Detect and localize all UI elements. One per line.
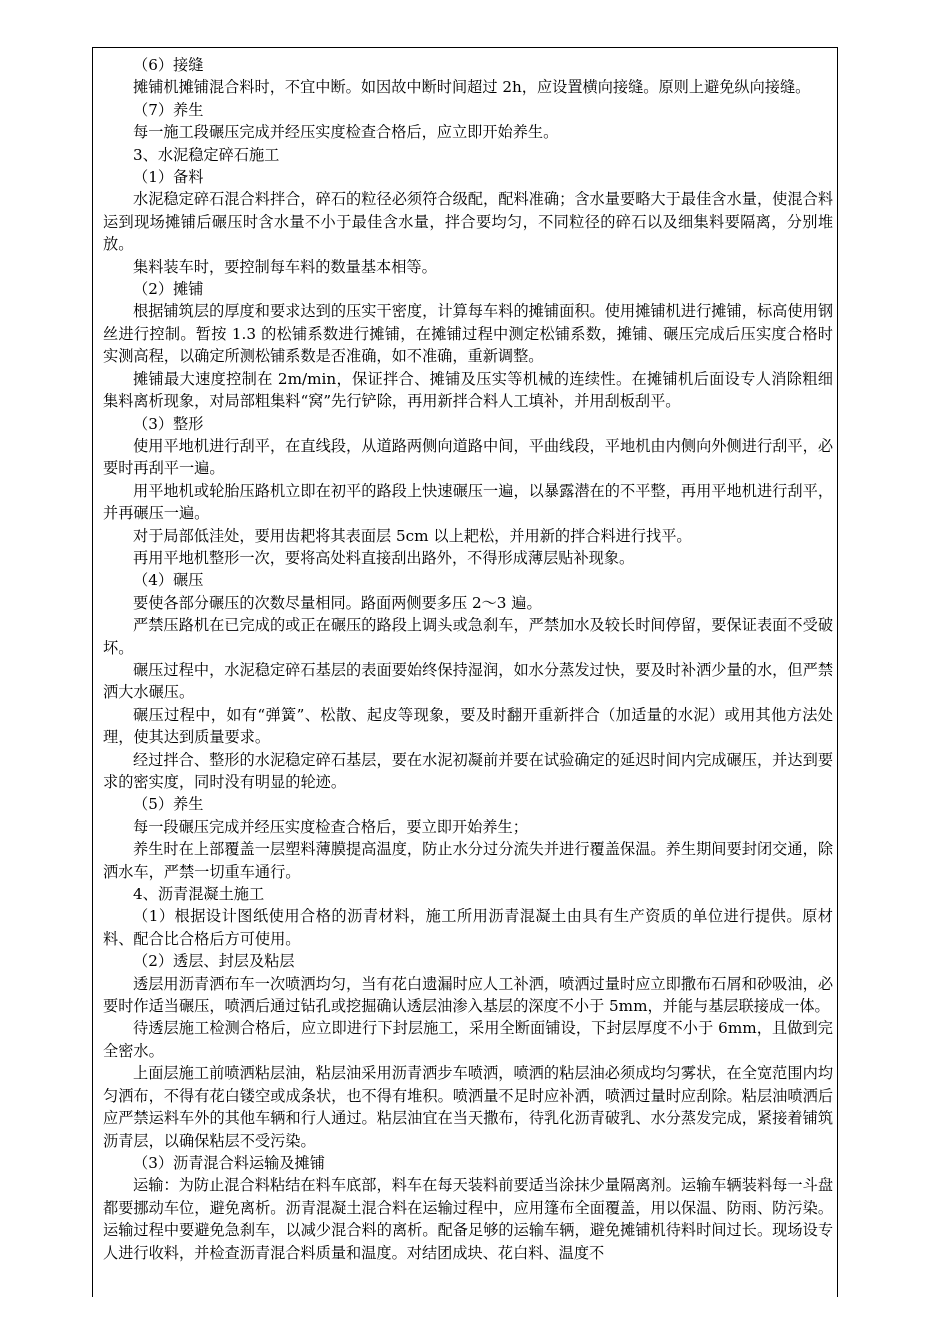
section-heading: （3）整形 [133,414,204,433]
section-heading: 3、水泥稳定碎石施工 [133,145,280,164]
section-heading: （2）摊铺 [133,280,204,299]
paragraph: 集料装车时，要控制每车料的数量基本相等。 [133,257,437,276]
paragraph: 上面层施工前喷洒粘层油，粘层油采用沥青洒步车喷洒，喷洒的粘层油必须成均匀雾状，在全宽范围内均匀洒布，不得有花白镂空或成条状，也不得有堆积。喷洒量不足时应补洒，喷洒过量时应刮除。粘层油喷洒后应严禁运料车外的其他车辆和行人通过。粘层油宜在当天撒布，待乳化沥青破乳、水分蒸发完成，紧接着铺筑沥青层，以确保粘层不受污染。 [103,1064,833,1150]
section-heading: 4、沥青混凝土施工 [133,885,265,904]
section-heading: （7）养生 [133,100,204,119]
section-heading: （3）沥青混合料运输及摊铺 [133,1153,325,1172]
paragraph: 待透层施工检测合格后，应立即进行下封层施工，采用全断面铺设，下封层厚度不小于 6mm，且做到完全密水。 [103,1019,833,1060]
paragraph: 要使各部分碾压的次数尽量相同。路面两侧要多压 2～3 遍。 [133,593,542,612]
paragraph: 严禁压路机在已完成的或正在碾压的路段上调头或急刹车，严禁加水及较长时间停留，要保证表面不受破坏。 [103,616,833,657]
section-heading: （2）透层、封层及粘层 [133,952,295,971]
paragraph: 碾压过程中，水泥稳定碎石基层的表面要始终保持湿润，如水分蒸发过快，要及时补洒少量的水，但严禁洒大水碾压。 [103,660,833,702]
document-body [103,54,833,1264]
section-heading: （6）接缝 [133,56,204,74]
paragraph: 碾压过程中，如有“弹簧”、松散、起皮等现象，要及时翻开重新拌合（加适量的水泥）或用其他方法处理，使其达到质量要求。 [103,705,833,747]
paragraph: 每一段碾压完成并经压实度检查合格后，要立即开始养生； [133,817,528,836]
paragraph: 摊铺机摊铺混合料时，不宜中断。如因故中断时间超过 2h，应设置横向接缝。原则上避免纵向接缝。 [133,78,811,97]
paragraph: 透层用沥青洒布车一次喷洒均匀，当有花白遗漏时应人工补洒，喷洒过量时应立即撒布石屑和砂吸油，必要时作适当碾压，喷洒后通过钻孔或挖掘确认透层油渗入基层的深度不小于 5mm，并能与基层联接成一体。 [103,974,833,1016]
paragraph: 水泥稳定碎石混合料拌合，碎石的粒径必须符合级配，配料准确；含水量要略大于最佳含水量，使混合料运到现场摊铺后碾压时含水量不小于最佳含水量，拌合要均匀，不同粒径的碎石以及细集料要隔离，分别堆放。 [103,190,833,254]
paragraph: 使用平地机进行刮平，在直线段，从道路两侧向道路中间，平曲线段，平地机由内侧向外侧进行刮平，必要时再刮平一遍。 [103,436,833,478]
paragraph: 摊铺最大速度控制在 2m/min，保证拌合、摊铺及压实等机械的连续性。在摊铺机后面设专人消除粗细集料离析现象，对局部粗集料“窝”先行铲除，再用新拌合料人工填补，并用刮板刮平。 [103,369,833,411]
paragraph: 每一施工段碾压完成并经压实度检查合格后，应立即开始养生。 [133,123,559,142]
paragraph: 经过拌合、整形的水泥稳定碎石基层，要在水泥初凝前并要在试验确定的延迟时间内完成碾压，并达到要求的密实度，同时没有明显的轮迹。 [103,750,833,791]
section-heading: （1）备料 [133,168,204,187]
paragraph: 养生时在上部覆盖一层塑料薄膜提高温度，防止水分过分流失并进行覆盖保温。养生期间要封闭交通，除洒水车，严禁一切重车通行。 [103,840,833,881]
section-heading: （4）碾压 [133,571,204,590]
paragraph: 用平地机或轮胎压路机立即在初平的路段上快速碾压一遍，以暴露潜在的不平整，再用平地机进行刮平，并再碾压一遍。 [103,481,833,523]
paragraph: 再用平地机整形一次，要将高处料直接刮出路外，不得形成薄层贴补现象。 [133,548,635,567]
paragraph: 运输：为防止混合料粘结在料车底部，料车在每天装料前要适当涂抹少量隔离剂。运输车辆装料每一斗盘都要挪动车位，避免离析。沥青混凝土混合料在运输过程中，应用篷布全面覆盖，用以保温、防雨、防污染。运输过程中要避免急刹车，以减少混合料的离析。配备足够的运输车辆，避免摊铺机待料时间过长。现场设专人进行收料，并检查沥青混合料质量和温度。对结团成块、花白料、温度不 [103,1176,833,1262]
section-heading: （5）养生 [133,795,204,814]
paragraph: 根据铺筑层的厚度和要求达到的压实干密度，计算每车料的摊铺面积。使用摊铺机进行摊铺，标高使用钢丝进行控制。暂按 1.3 的松铺系数进行摊铺，在摊铺过程中测定松铺系数，摊铺、碾压完成后压实度合格时实测高程，以确定所测松铺系数是否准确，如不准确，重新调整。 [103,302,833,366]
paragraph: （1）根据设计图纸使用合格的沥青材料，施工所用沥青混凝土由具有生产资质的单位进行提供。原材料、配合比合格后方可使用。 [103,907,833,948]
paragraph: 对于局部低洼处，要用齿耙将其表面层 5cm 以上耙松，并用新的拌合料进行找平。 [133,526,692,545]
